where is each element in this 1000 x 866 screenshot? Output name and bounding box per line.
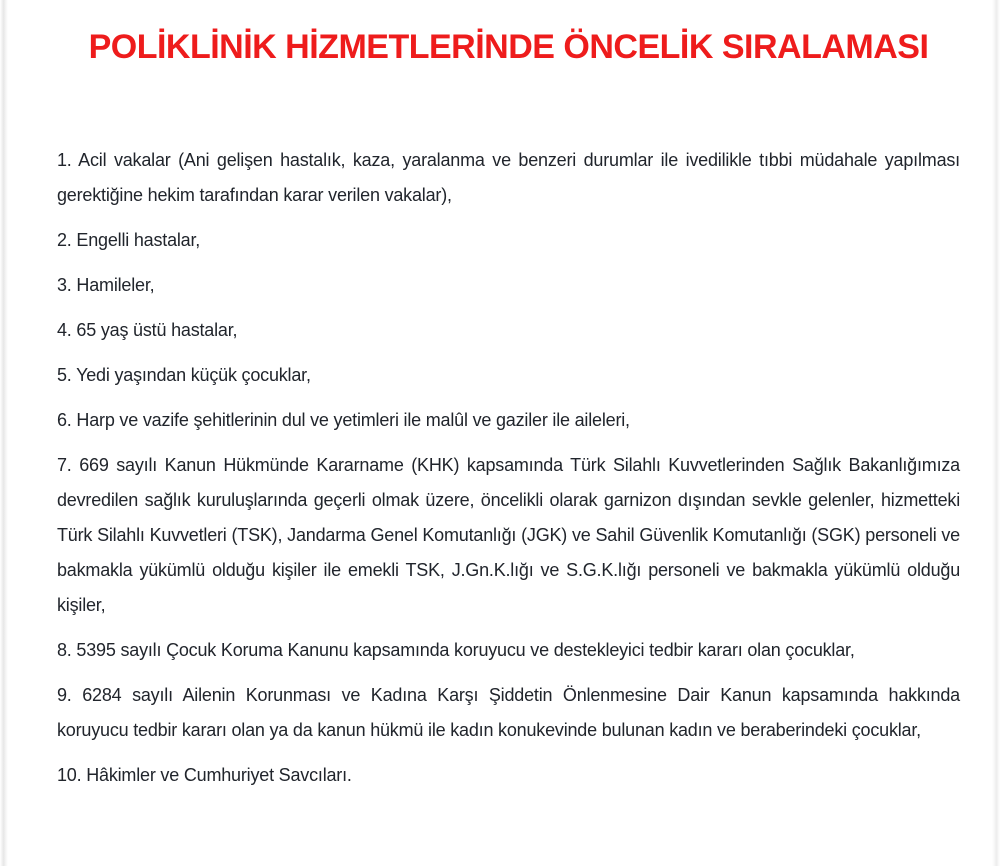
list-item-8: 8. 5395 sayılı Çocuk Koruma Kanunu kapsamında koruyucu ve destekleyici tedbir kararı olan çocuklar, xyxy=(57,640,855,660)
priority-list xyxy=(57,143,960,793)
list-item-5: 5. Yedi yaşından küçük çocuklar, xyxy=(57,365,311,385)
list-item-2: 2. Engelli hastalar, xyxy=(57,230,201,250)
list-item-9: 9. 6284 sayılı Ailenin Korunması ve Kadına Karşı Şiddetin Önlenmesine Dair Kanun kapsamında hakkında koruyucu tedbir kararı olan ya da kanun hükmü ile kadın konukevinde bulunan kadın ve beraberindeki çocuklar, xyxy=(57,685,960,740)
list-item-7: 7. 669 sayılı Kanun Hükmünde Kararname (KHK) kapsamında Türk Silahlı Kuvvetlerinden Sağlık Bakanlığımıza devredilen sağlık kuruluşlarında geçerli olmak üzere, öncelikli olarak garnizon dışından sevkle gelenler, hizmetteki Türk Silahlı Kuvvetleri (TSK), Jandarma Genel Komutanlığı (JGK) ve Sahil Güvenlik Komutanlığı (SGK) personeli ve bakmakla yükümlü olduğu kişiler ile emekli TSK, J.Gn.K.lığı ve S.G.K.lığı personeli ve bakmakla yükümlü olduğu kişiler, xyxy=(57,455,960,615)
page-title: POLİKLİNİK HİZMETLERİNDE ÖNCELİK SIRALAMASI xyxy=(88,28,929,66)
list-item-4: 4. 65 yaş üstü hastalar, xyxy=(57,320,238,340)
list-item-10: 10. Hâkimler ve Cumhuriyet Savcıları. xyxy=(57,765,352,785)
list-item-3: 3. Hamileler, xyxy=(57,275,155,295)
list-item-6: 6. Harp ve vazife şehitlerinin dul ve yetimleri ile malûl ve gaziler ile aileleri, xyxy=(57,410,630,430)
list-item-1: 1. Acil vakalar (Ani gelişen hastalık, kaza, yaralanma ve benzeri durumlar ile ivedilikle tıbbi müdahale yapılması gerektiğine hekim tarafından karar verilen vakalar), xyxy=(57,150,960,205)
